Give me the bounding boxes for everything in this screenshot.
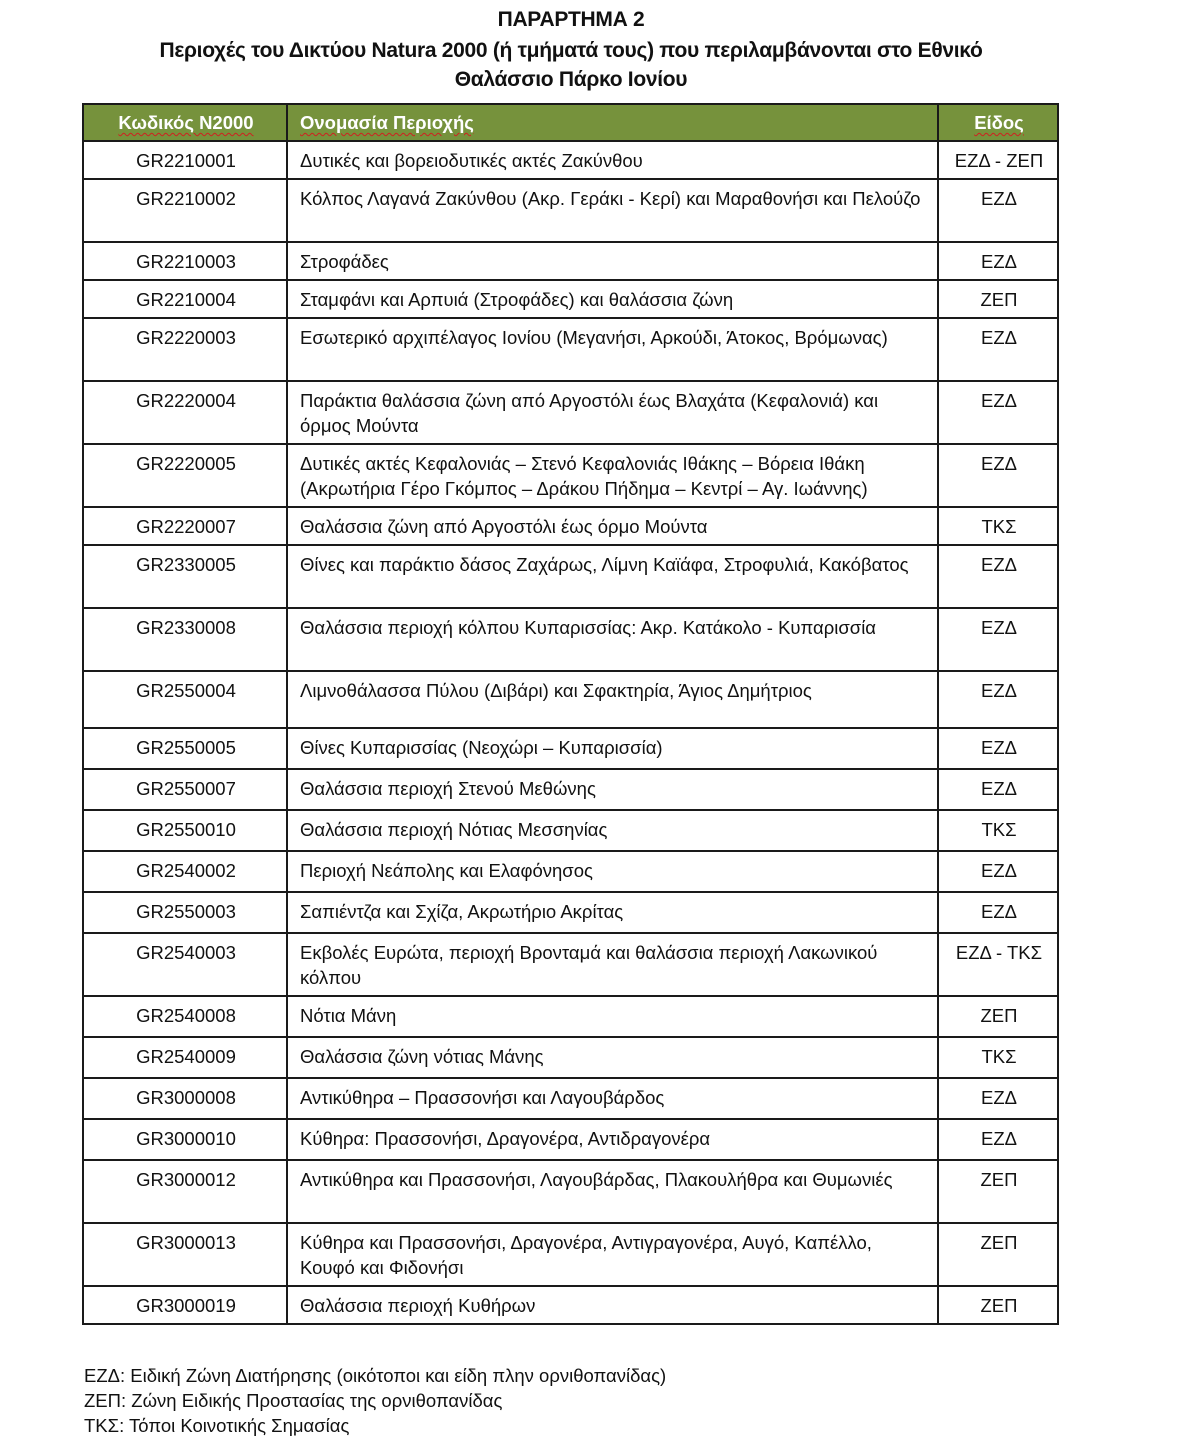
site-code-cell: GR2540002 [83,851,287,892]
site-code-cell: GR2330008 [83,608,287,671]
site-name-cell: Παράκτια θαλάσσια ζώνη από Αργοστόλι έως Βλαχάτα (Κεφαλονιά) και όρμος Μούντα [287,381,938,444]
site-type-cell: ΕΖΔ [938,671,1058,728]
table-row [83,769,1058,810]
table-row [83,280,1058,318]
site-code-cell: GR2210002 [83,179,287,242]
site-code-cell: GR2540009 [83,1037,287,1078]
site-name-cell: Αντικύθηρα και Πρασσονήσι, Λαγουβάρδας, Πλακουλήθρα και Θυμωνιές [287,1160,938,1223]
site-type-cell: ΖΕΠ [938,1223,1058,1286]
site-name-cell: Θαλάσσια περιοχή Στενού Μεθώνης [287,769,938,810]
site-code-cell: GR2550007 [83,769,287,810]
document-subtitle-line-1: Περιοχές του Δικτύου Natura 2000 (ή τμήματά τους) που περιλαμβάνονται στο Εθνικό [159,39,983,62]
site-code-cell: GR2220003 [83,318,287,381]
table-row [83,1286,1058,1324]
table-row [83,1160,1058,1223]
site-code-cell: GR3000012 [83,1160,287,1223]
legend-item: ΤΚΣ: Τόποι Κοινοτικής Σημασίας [84,1415,350,1436]
header-code-label: Κωδικός Ν2000 [118,112,254,133]
site-code-cell: GR2540003 [83,933,287,996]
site-type-cell: ΤΚΣ [938,810,1058,851]
site-type-cell: ΕΖΔ [938,318,1058,381]
site-code-cell: GR2210001 [83,141,287,179]
site-type-cell: ΕΖΔ - ΖΕΠ [938,141,1058,179]
table-row [83,728,1058,769]
table-row [83,141,1058,179]
table-row [83,608,1058,671]
site-name-cell: Θίνες Κυπαρισσίας (Νεοχώρι – Κυπαρισσία) [287,728,938,769]
site-type-cell: ΕΖΔ [938,242,1058,280]
site-name-cell: Κόλπος Λαγανά Ζακύνθου (Ακρ. Γεράκι - Κερί) και Μαραθονήσι και Πελούζο [287,179,938,242]
table-row [83,318,1058,381]
legend-text: Τόποι Κοινοτικής Σημασίας [129,1415,350,1436]
table-row [83,810,1058,851]
table-row [83,1223,1058,1286]
site-name-cell: Κύθηρα και Πρασσονήσι, Δραγονέρα, Αντιγραγονέρα, Αυγό, Καπέλλο, Κουφό και Φιδονήσι [287,1223,938,1286]
site-code-cell: GR2550004 [83,671,287,728]
table-body [83,141,1058,1324]
site-code-cell: GR2550003 [83,892,287,933]
legend-abbr: ΤΚΣ [84,1415,120,1436]
site-name-cell: Δυτικές και βορειοδυτικές ακτές Ζακύνθου [287,141,938,179]
column-header-type [938,104,1058,141]
table-row [83,1078,1058,1119]
site-type-cell: ΕΖΔ [938,728,1058,769]
site-type-cell: ΤΚΣ [938,507,1058,545]
site-type-cell: ΖΕΠ [938,1286,1058,1324]
table-row [83,242,1058,280]
site-code-cell: GR2550005 [83,728,287,769]
site-name-cell: Εκβολές Ευρώτα, περιοχή Βρονταμά και θαλάσσια περιοχή Λακωνικού κόλπου [287,933,938,996]
site-type-cell: ΕΖΔ [938,381,1058,444]
table-row [83,444,1058,507]
site-code-cell: GR2220007 [83,507,287,545]
site-type-cell: ΕΖΔ [938,179,1058,242]
site-name-cell: Στροφάδες [287,242,938,280]
site-name-cell: Θαλάσσια ζώνη νότιας Μάνης [287,1037,938,1078]
site-name-cell: Θαλάσσια περιοχή κόλπου Κυπαρισσίας: Ακρ. Κατάκολο - Κυπαρισσία [287,608,938,671]
site-name-cell: Δυτικές ακτές Κεφαλονιάς – Στενό Κεφαλονιάς Ιθάκης – Βόρεια Ιθάκη (Ακρωτήρια Γέρο Γκόμπος – Δράκου Πήδημα – Κεντρί – Αγ. Ιωάννης) [287,444,938,507]
site-code-cell: GR2210004 [83,280,287,318]
table-row [83,996,1058,1037]
site-code-cell: GR3000013 [83,1223,287,1286]
table-row [83,179,1058,242]
site-type-cell: ΕΖΔ [938,545,1058,608]
site-name-cell: Νότια Μάνη [287,996,938,1037]
site-name-cell: Αντικύθηρα – Πρασσονήσι και Λαγουβάρδος [287,1078,938,1119]
site-name-cell: Κύθηρα: Πρασσονήσι, Δραγονέρα, Αντιδραγονέρα [287,1119,938,1160]
site-type-cell: ΕΖΔ [938,1119,1058,1160]
site-code-cell: GR3000019 [83,1286,287,1324]
site-type-cell: ΕΖΔ [938,608,1058,671]
site-name-cell: Λιμνοθάλασσα Πύλου (Διβάρι) και Σφακτηρία, Άγιος Δημήτριος [287,671,938,728]
header-type-label: Είδος [974,112,1024,133]
table-row [83,545,1058,608]
site-type-cell: ΕΖΔ [938,892,1058,933]
table-row [83,507,1058,545]
table-row [83,933,1058,996]
site-code-cell: GR2220004 [83,381,287,444]
legend-item: ΕΖΔ: Ειδική Ζώνη Διατήρησης (οικότοποι και είδη πλην ορνιθοπανίδας) [84,1365,667,1386]
site-type-cell: ΖΕΠ [938,280,1058,318]
site-code-cell: GR2330005 [83,545,287,608]
legend-text: Ειδική Ζώνη Διατήρησης (οικότοποι και είδη πλην ορνιθοπανίδας) [130,1365,667,1386]
natura-sites-table [82,103,1059,1325]
site-code-cell: GR2220005 [83,444,287,507]
site-type-cell: ΕΖΔ - ΤΚΣ [938,933,1058,996]
site-code-cell: GR2210003 [83,242,287,280]
site-name-cell: Θαλάσσια περιοχή Κυθήρων [287,1286,938,1324]
site-name-cell: Θαλάσσια περιοχή Νότιας Μεσσηνίας [287,810,938,851]
abbreviation-legend [84,1363,666,1438]
site-type-cell: ΖΕΠ [938,1160,1058,1223]
site-code-cell: GR2550010 [83,810,287,851]
legend-abbr: ΕΖΔ [84,1365,120,1386]
site-type-cell: ΕΖΔ [938,851,1058,892]
table-header-row [83,104,1058,141]
site-name-cell: Θίνες και παράκτιο δάσος Ζαχάρως, Λίμνη Καϊάφα, Στροφυλιά, Κακόβατος [287,545,938,608]
site-type-cell: ΖΕΠ [938,996,1058,1037]
site-name-cell: Σαπιέντζα και Σχίζα, Ακρωτήριο Ακρίτας [287,892,938,933]
table-row [83,851,1058,892]
document-subtitle-line-2: Θαλάσσιο Πάρκο Ιονίου [454,68,688,91]
site-name-cell: Περιοχή Νεάπολης και Ελαφόνησος [287,851,938,892]
site-type-cell: ΕΖΔ [938,444,1058,507]
site-code-cell: GR3000010 [83,1119,287,1160]
legend-item: ΖΕΠ: Ζώνη Ειδικής Προστασίας της ορνιθοπανίδας [84,1390,503,1411]
site-type-cell: ΕΖΔ [938,1078,1058,1119]
table-row [83,892,1058,933]
site-code-cell: GR3000008 [83,1078,287,1119]
column-header-name [287,104,938,141]
table-row [83,671,1058,728]
site-name-cell: Θαλάσσια ζώνη από Αργοστόλι έως όρμο Μούντα [287,507,938,545]
legend-abbr: ΖΕΠ [84,1390,121,1411]
table-row [83,1037,1058,1078]
annex-heading: ΠΑΡΑΡΤΗΜΑ 2 [497,8,645,31]
site-name-cell: Σταμφάνι και Αρπυιά (Στροφάδες) και θαλάσσια ζώνη [287,280,938,318]
site-type-cell: ΕΖΔ [938,769,1058,810]
column-header-code [83,104,287,141]
site-name-cell: Εσωτερικό αρχιπέλαγος Ιονίου (Μεγανήσι, Αρκούδι, Άτοκος, Βρόμωνας) [287,318,938,381]
table-row [83,1119,1058,1160]
site-type-cell: ΤΚΣ [938,1037,1058,1078]
site-code-cell: GR2540008 [83,996,287,1037]
header-name-label: Ονομασία Περιοχής [300,112,474,133]
table-row [83,381,1058,444]
legend-text: Ζώνη Ειδικής Προστασίας της ορνιθοπανίδας [131,1390,503,1411]
